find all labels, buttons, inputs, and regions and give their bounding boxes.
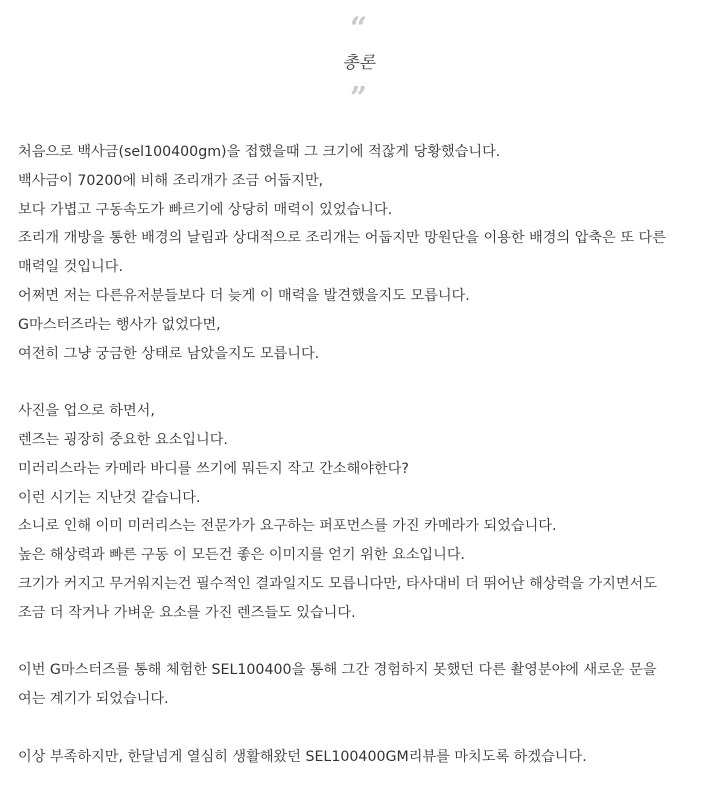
- open-quote-icon: “: [349, 11, 368, 46]
- text-line: 여전히 그냥 궁금한 상태로 남았을지도 모릅니다.: [18, 345, 320, 362]
- text-line: 소니로 인해 이미 미러리스는 전문가가 요구하는 퍼포먼스를 가진 카메라가 되었습니다.: [18, 518, 557, 535]
- text-line: 사진을 업으로 하면서,: [18, 403, 155, 420]
- text-line: 조리개 개방을 통한 배경의 날림과 상대적으로 조리개는 어둡지만 망원단을 이용한 배경의 압축은 또 다른: [18, 230, 666, 247]
- section-title: 총론: [342, 53, 375, 73]
- paragraph-experience: [18, 656, 708, 714]
- paragraph-spacer: [18, 628, 708, 657]
- text-line: 보다 가볍고 구동속도가 빠르기에 상당히 매력이 있었습니다.: [18, 201, 393, 218]
- text-line: G마스터즈라는 행사가 없었다면,: [18, 316, 221, 333]
- text-line: 매력일 것입니다.: [18, 259, 123, 276]
- text-line: 여는 계기가 되었습니다.: [18, 691, 169, 708]
- paragraph-lens: [18, 397, 708, 627]
- article-body: [18, 138, 708, 772]
- text-line: 백사금이 70200에 비해 조리개가 조금 어둡지만,: [18, 172, 324, 189]
- text-line: 미러리스라는 카메라 바디를 쓰기에 뭐든지 작고 간소해야한다?: [18, 460, 409, 477]
- paragraph-spacer: [18, 714, 708, 743]
- text-line: 처음으로 백사금(sel100400gm)을 접했을때 그 크기에 적잖게 당황했습니다.: [18, 144, 501, 160]
- text-line: 어쩌면 저는 다른유저분들보다 더 늦게 이 매력을 발견했을지도 모릅니다.: [18, 287, 470, 304]
- text-line: 이상 부족하지만, 한달넘게 열심히 생활해왔던 SEL100400GM리뷰를 마치도록 하겠습니다.: [18, 748, 587, 765]
- paragraph-intro: [18, 138, 708, 368]
- text-line: 크기가 커지고 무거워지는건 필수적인 결과일지도 모릅니다만, 타사대비 더 뛰어난 해상력을 가지면서도: [18, 575, 657, 592]
- paragraph-closing: [18, 743, 708, 772]
- text-line: 이런 시기는 지난것 같습니다.: [18, 489, 201, 506]
- text-line: 이번 G마스터즈를 통해 체험한 SEL100400을 통해 그간 경험하지 못했던 다른 촬영분야에 새로운 문을: [18, 662, 657, 679]
- paragraph-spacer: [18, 368, 708, 397]
- text-line: 렌즈는 굉장히 중요한 요소입니다.: [18, 431, 228, 448]
- close-quote-icon: ”: [349, 81, 368, 116]
- text-line: 높은 해상력과 빠른 구동 이 모든건 좋은 이미지를 얻기 위한 요소입니다.: [18, 547, 466, 564]
- text-line: 조금 더 작거나 가벼운 요소를 가진 렌즈들도 있습니다.: [18, 604, 356, 621]
